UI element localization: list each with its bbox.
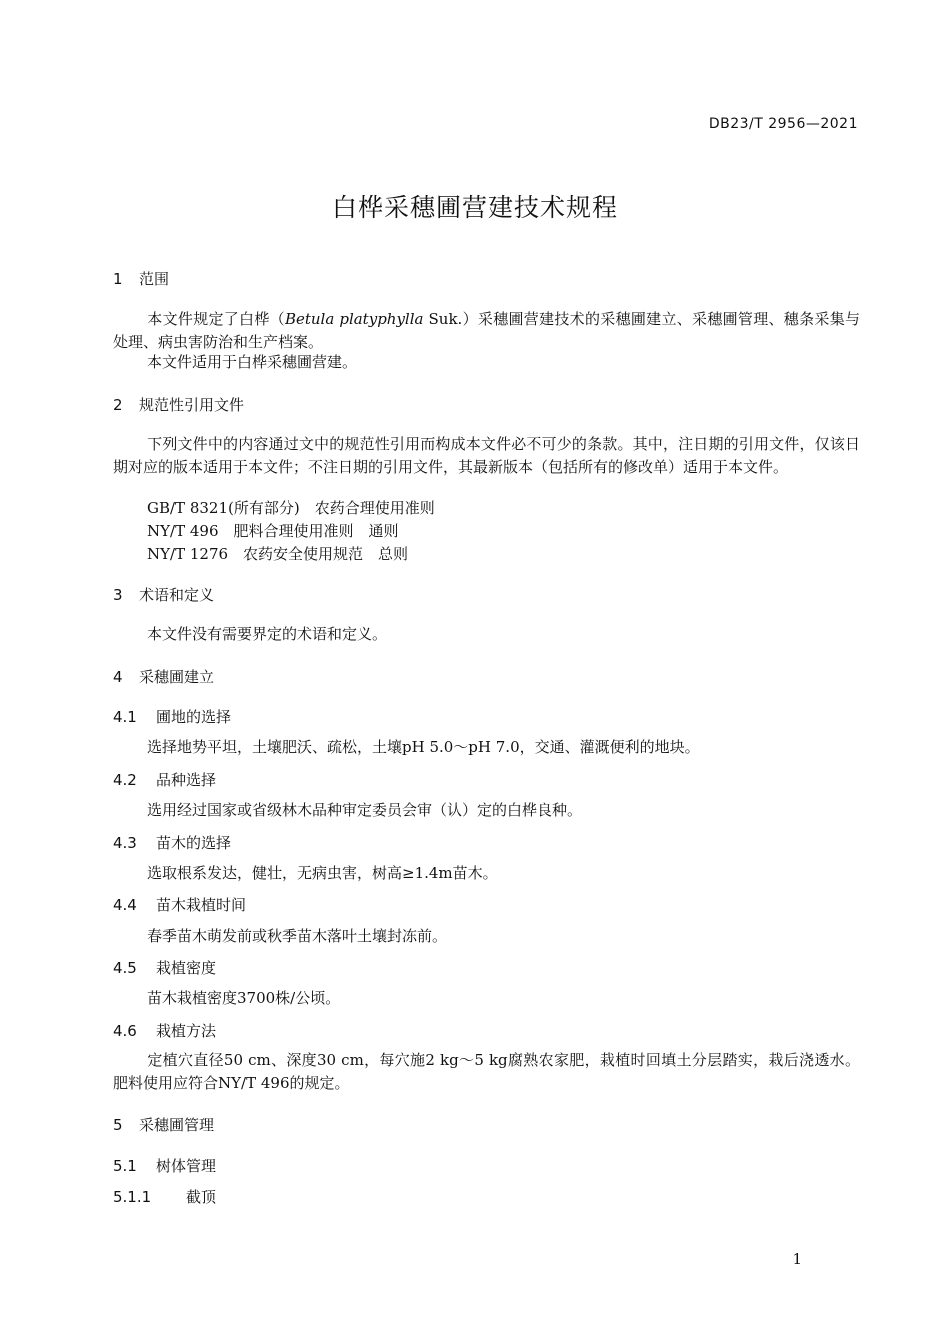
page-number: 1 — [792, 1250, 802, 1268]
section-4-heading — [113, 666, 214, 687]
text-run: 本文件规定了白桦（ — [147, 310, 285, 328]
subsection-4-4-text: 春季苗木萌发前或秋季苗木落叶土壤封冻前。 — [147, 927, 448, 945]
subsection-4-2-heading — [113, 769, 216, 790]
subsection-4-1-text: 选择地势平坦，土壤肥沃、疏松，土壤pH 5.0～pH 7.0，交通、灌溉便利的地块。 — [147, 738, 700, 756]
text-run: 定植穴直径50 cm、深度30 cm，每穴施2 kg～5 kg腐熟农家肥，栽植时回填土分层踏实，栽后浇透水。肥料使用应符合NY/T 496的规定。 — [113, 1051, 860, 1092]
section-2-paragraph-1 — [113, 433, 860, 479]
section-title: 采穗圃管理 — [139, 1116, 215, 1134]
subsection-title: 苗木栽植时间 — [156, 896, 247, 914]
subsection-title: 栽植密度 — [156, 959, 217, 977]
section-number: 2 — [113, 396, 123, 414]
text-run: 本文件适用于白桦采穗圃营建。 — [147, 353, 358, 371]
reference-item: NY/T 1276 农药安全使用规范 总则 — [147, 545, 409, 563]
subsection-4-1-heading — [113, 706, 231, 727]
section-3-heading — [113, 584, 214, 605]
subsection-title: 树体管理 — [156, 1157, 217, 1175]
reference-item: GB/T 8321(所有部分) 农药合理使用准则 — [147, 499, 435, 517]
subsection-number: 4.1 — [113, 708, 137, 726]
subsection-number: 4.6 — [113, 1022, 137, 1040]
subsection-5-1-heading — [113, 1155, 216, 1176]
subsection-4-3-heading — [113, 832, 231, 853]
subsection-title: 圃地的选择 — [156, 708, 232, 726]
section-5-heading — [113, 1114, 214, 1135]
section-title: 术语和定义 — [139, 586, 215, 604]
subsection-4-5-text: 苗木栽植密度3700株/公顷。 — [147, 989, 341, 1007]
page-title: 白桦采穗圃营建技术规程 — [331, 193, 618, 222]
subsection-4-5-heading — [113, 957, 216, 978]
text-run: 下列文件中的内容通过文中的规范性引用而构成本文件必不可少的条款。其中，注日期的引用文件，仅该日期对应的版本适用于本文件；不注日期的引用文件，其最新版本（包括所有的修改单）适用于本文件。 — [113, 435, 860, 476]
section-number: 4 — [113, 668, 123, 686]
section-1-paragraph-1 — [113, 308, 860, 354]
section-1-paragraph-2 — [113, 351, 860, 374]
subsection-number: 5.1 — [113, 1157, 137, 1175]
subsection-number: 4.5 — [113, 959, 137, 977]
section-number: 1 — [113, 270, 123, 288]
subsection-number: 4.3 — [113, 834, 137, 852]
subsection-title: 栽植方法 — [156, 1022, 217, 1040]
subsection-4-2-text: 选用经过国家或省级林木品种审定委员会审（认）定的白桦良种。 — [147, 801, 583, 819]
subsection-4-4-heading — [113, 894, 246, 915]
section-2-heading — [113, 394, 244, 415]
subsection-4-3-text: 选取根系发达，健壮，无病虫害，树高≥1.4m苗木。 — [147, 864, 498, 882]
section-title: 范围 — [139, 270, 170, 288]
subsection-title: 苗木的选择 — [156, 834, 232, 852]
subsection-title: 品种选择 — [156, 771, 217, 789]
text-run: Suk.）采穗圃营建技术的采穗圃建立、采穗圃管理、穗条采集与处理、病虫害防治和生产档案。 — [113, 310, 860, 351]
subsection-number: 4.4 — [113, 896, 137, 914]
subsection-4-6-heading — [113, 1020, 216, 1041]
subsection-5-1-1-heading — [113, 1186, 216, 1207]
section-1-heading — [113, 268, 169, 289]
subsection-number: 4.2 — [113, 771, 137, 789]
reference-item: NY/T 496 肥料合理使用准则 通则 — [147, 522, 399, 540]
subsection-4-6-text — [113, 1049, 860, 1095]
standard-number: DB23/T 2956—2021 — [708, 116, 858, 132]
section-title: 采穗圃建立 — [139, 668, 215, 686]
section-number: 3 — [113, 586, 123, 604]
latin-name: Betula platyphylla — [284, 310, 424, 328]
section-number: 5 — [113, 1116, 123, 1134]
subsection-title: 截顶 — [186, 1188, 217, 1206]
section-3-paragraph-1: 本文件没有需要界定的术语和定义。 — [147, 625, 388, 643]
section-title: 规范性引用文件 — [139, 396, 245, 414]
subsection-number: 5.1.1 — [113, 1188, 152, 1206]
